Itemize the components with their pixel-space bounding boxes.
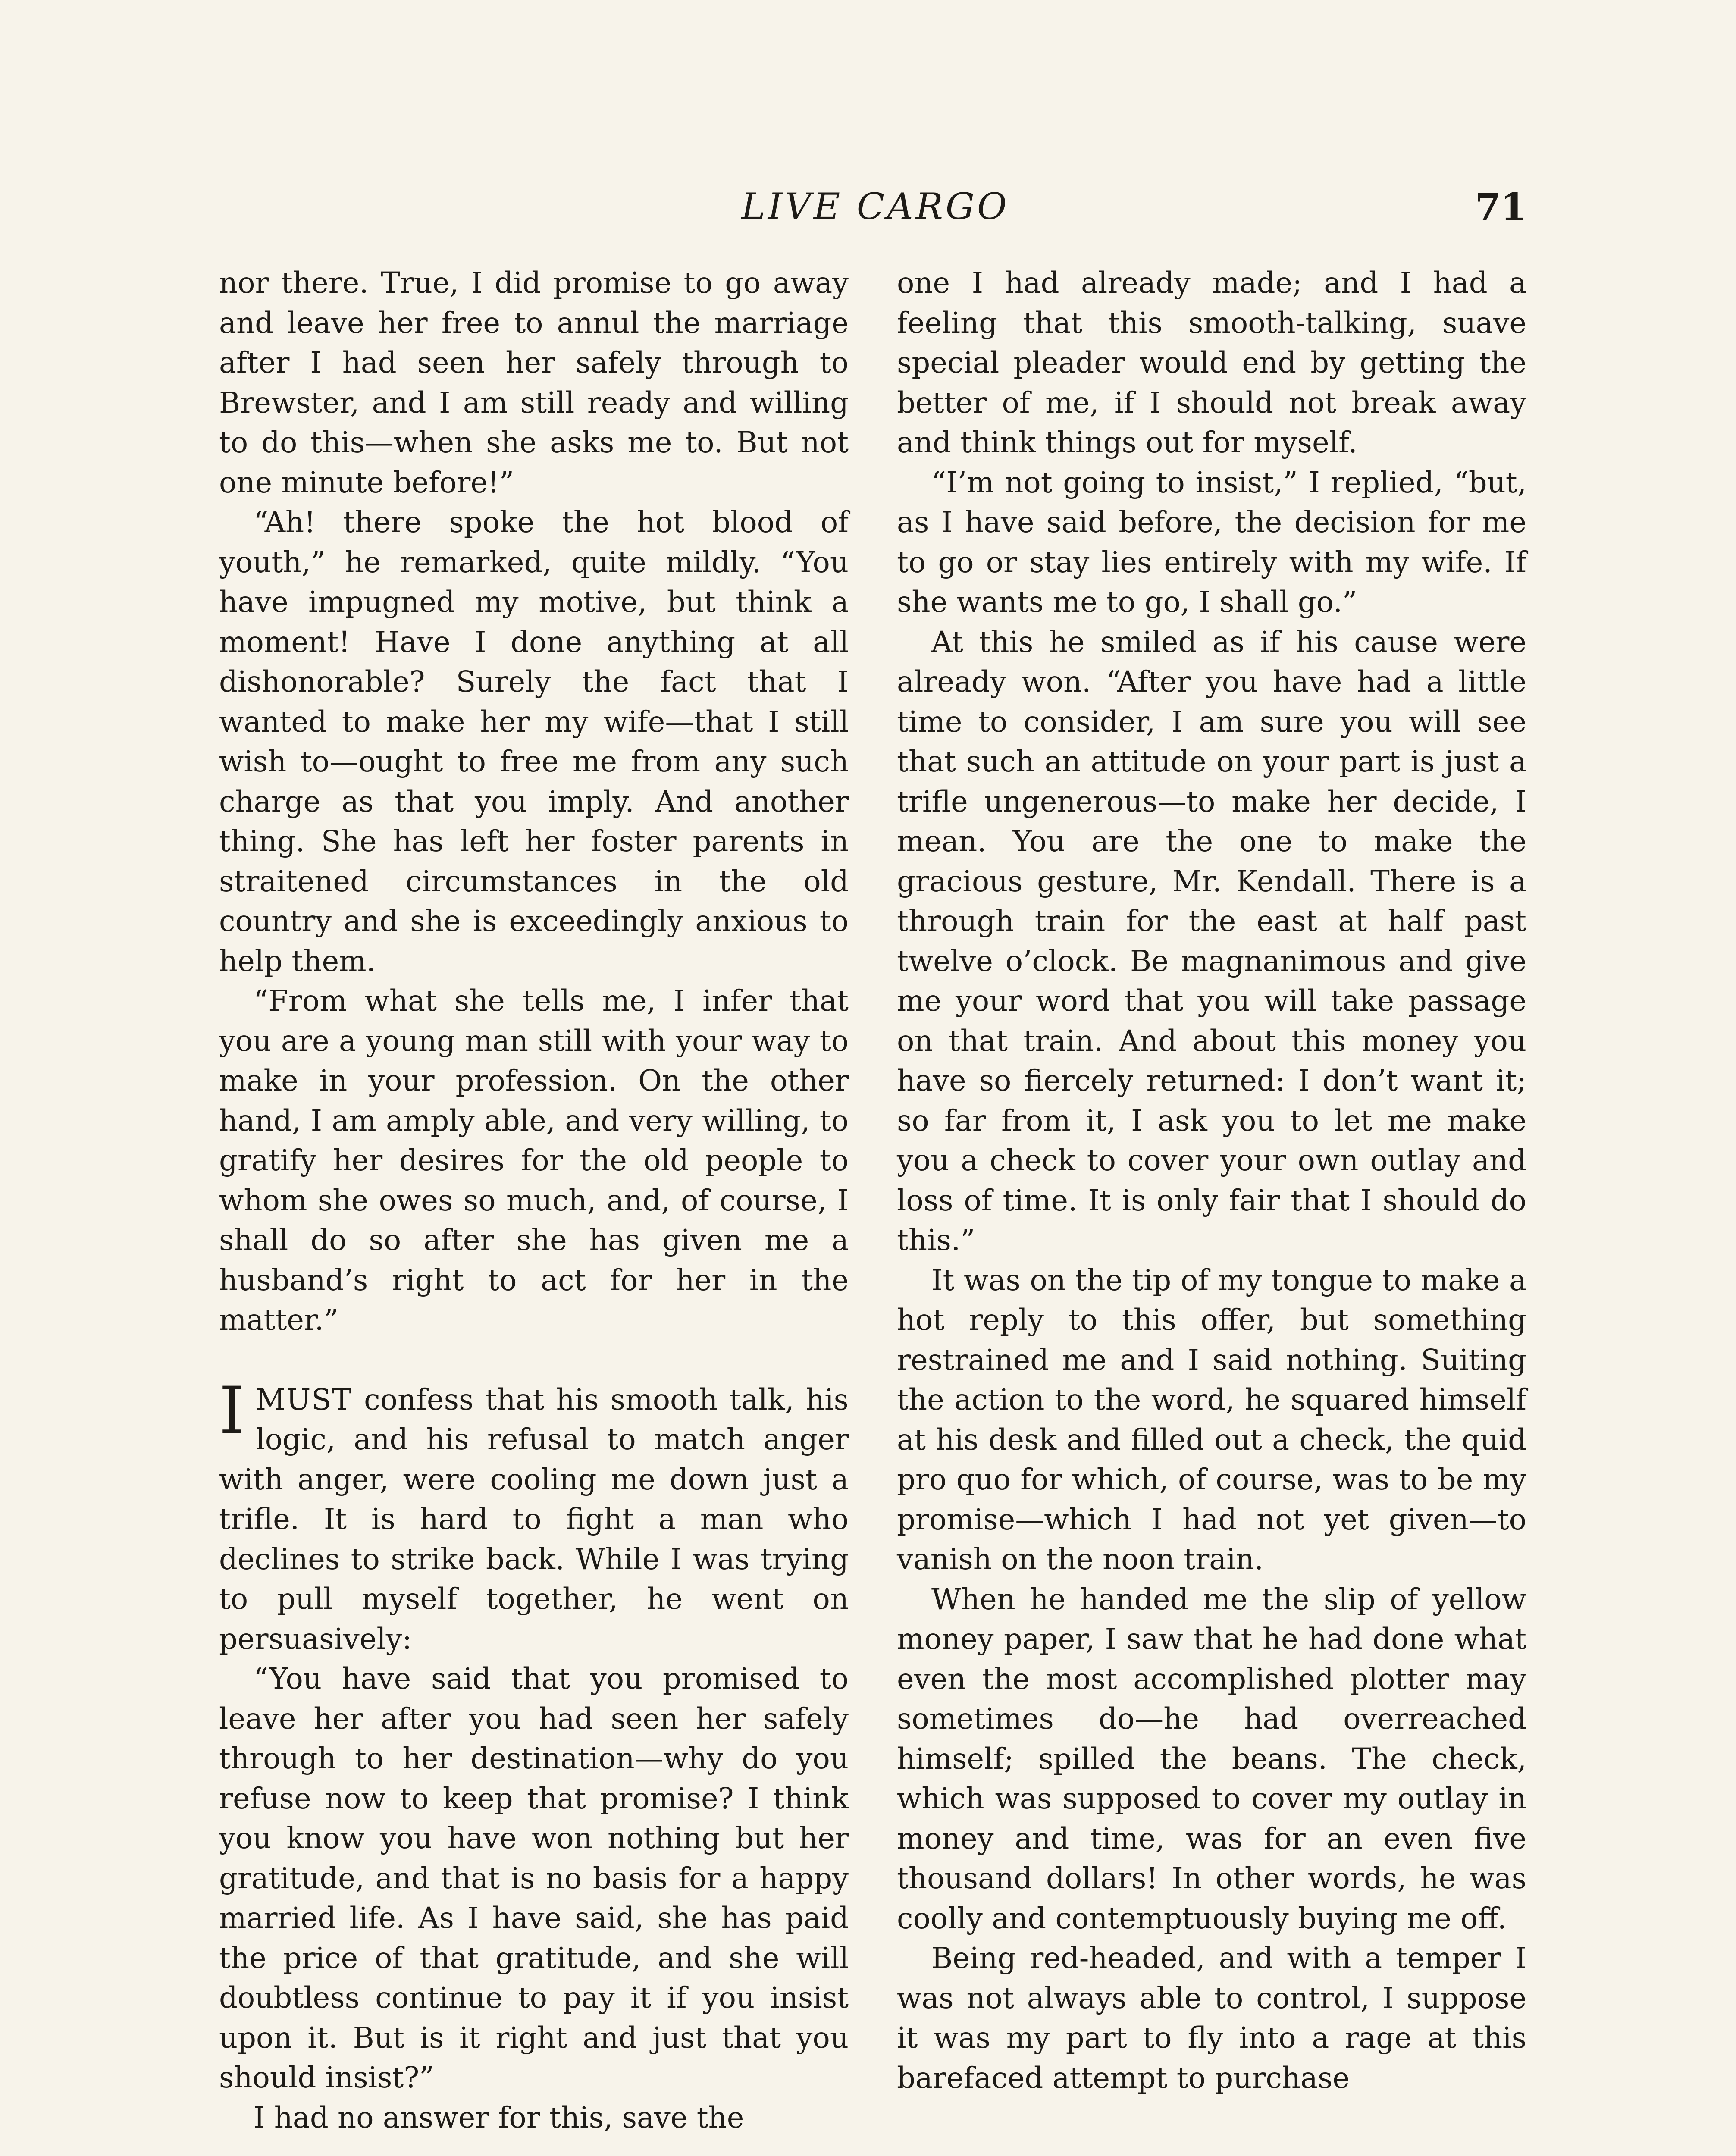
right-column [897, 263, 1526, 2098]
paragraph: nor there. True, I did promise to go away and leave her free to annul the marriage after I had seen her safely through to Brewster, and I am still ready and willing to do this—when she asks me to. But not one minute before!” [219, 266, 849, 499]
paragraph: “From what she tells me, I infer that you are a young man still with your way to make in your profession. On the other hand, I am amply able, and very willing, to gratify her desires for the old people to whom she owes so much, and, of course, I shall do so after she has given me a husband’s right to act for her in the matter.” [219, 984, 849, 1337]
lead-word: MUST [256, 1382, 352, 1416]
left-column [219, 263, 849, 2137]
paragraph: It was on the tip of my tongue to make a hot reply to this offer, but something restrained me and I said nothing. Suiting the action to the word, he squared himself at his desk and filled out a check, the quid pro quo for which, of course, was to be my promise—which I had not yet given—to vanish on the noon train. [897, 1263, 1526, 1576]
paragraph: “I’m not going to insist,” I replied, “but, as I have said before, the decision for me to go or stay lies entirely with my wife. If she wants me to go, I shall go.” [897, 465, 1526, 619]
drop-cap: I [219, 1373, 245, 1448]
paragraph: At this he smiled as if his cause were already won. “After you have had a little time to consider, I am sure you will see that such an attitude on your part is just a trifle ungenerous—to make her decide, I mean. You are the one to make the gracious gesture, Mr. Kendall. There is a through train for the east at half past twelve o’clock. Be magnanimous and give me your word that you will take passage on that train. And about this money you have so fiercely returned: I don’t want it; so far from it, I ask you to let me make you a check to cover your own outlay and loss of time. It is only fair that I should do this.” [897, 625, 1526, 1257]
paragraph-dropcap [219, 1373, 849, 1659]
paragraph: I had no answer for this, save the [254, 2100, 744, 2134]
paragraph: “You have said that you promised to leave her after you had seen her safely through to her destination—why do you refuse now to keep that promise? I think you know you have won nothing but her gratitude, and that is no basis for a happy married life. As I have said, she has paid the price of that gratitude, and she will doubtless continue to pay it if you insist upon it. But is it right and just that you should insist?” [219, 1662, 849, 2094]
paragraph: Being red-headed, and with a temper I was not always able to control, I suppose it was my part to fly into a rage at this barefaced attempt to purchase [897, 1941, 1526, 2095]
page-header [224, 185, 1526, 237]
paragraph: “Ah! there spoke the hot blood of youth,” he remarked, quite mildly. “You have impugned my motive, but think a moment! Have I done anything at all dishonorable? Surely the fact that I wanted to make her my wife—that I still wish to—ought to free me from any such charge as that you imply. And another thing. She has left her foster parents in straitened circumstances in the old country and she is exceedingly anxious to help them. [219, 505, 849, 978]
paragraph: When he handed me the slip of yellow money paper, I saw that he had done what even the most accomplished plotter may sometimes do—he had overreached himself; spilled the beans. The check, which was supposed to cover my outlay in money and time, was for an even five thousand dollars! In other words, he was coolly and contemptuously buying me off. [897, 1582, 1526, 1935]
paragraph-text: confess that his smooth talk, his logic, and his refusal to match anger with anger, were cooling me down just a trifle. It is hard to fight a man who declines to strike back. While I was trying to pull myself together, he went on persuasively: [219, 1382, 849, 1656]
paragraph: one I had already made; and I had a feeling that this smooth-talking, suave special pleader would end by getting the better of me, if I should not break away and think things out for myself. [897, 266, 1526, 459]
page-number: 71 [1475, 185, 1526, 229]
running-head: LIVE CARGO [741, 185, 1009, 228]
